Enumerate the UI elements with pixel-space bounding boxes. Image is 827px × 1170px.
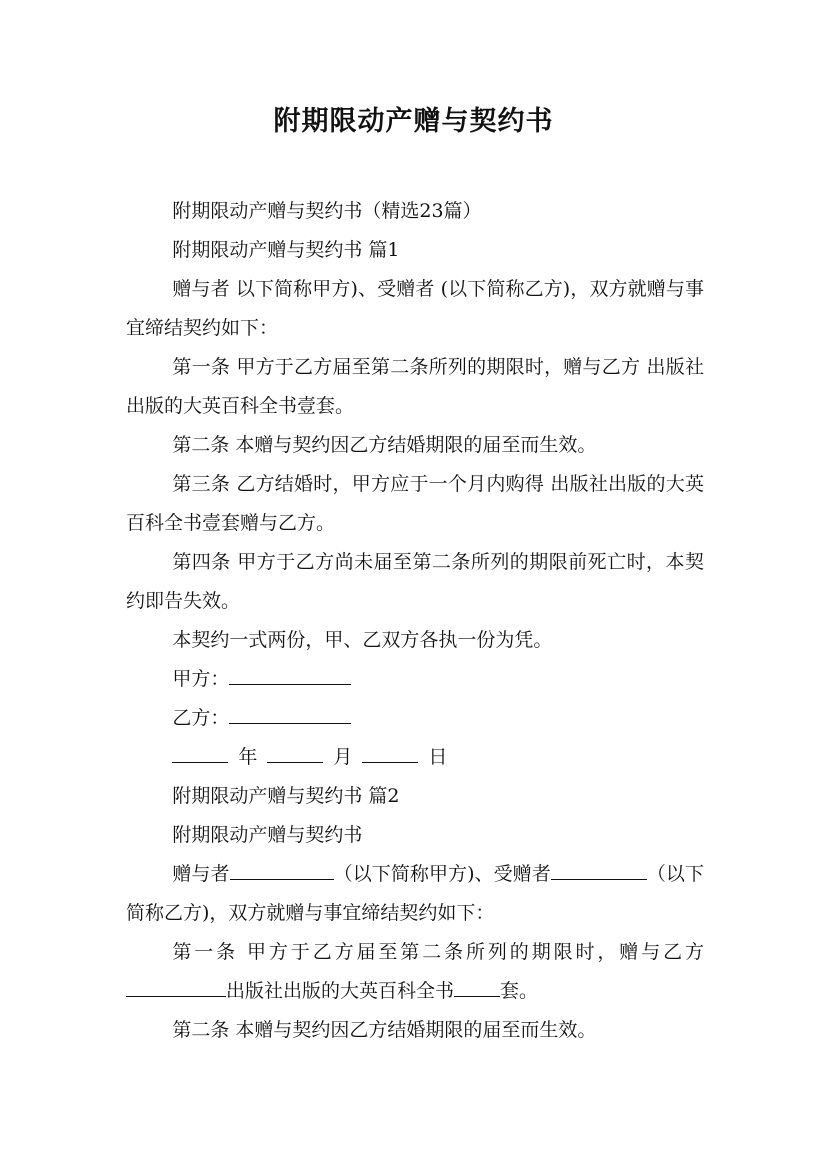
part1-paragraph-2: 第一条 甲方于乙方届至第二条所列的期限时，赠与乙方 出版社出版的大英百科全书壹套。	[126, 356, 704, 417]
donor-blank	[230, 859, 334, 880]
year-blank	[172, 742, 228, 763]
part1-paragraph-5: 第四条 甲方于乙方尚未届至第二条所列的期限前死亡时，本契约即告失效。	[126, 551, 704, 612]
day-blank	[362, 742, 418, 763]
part1-paragraph-3: 第二条 本赠与契约因乙方结婚期限的届至而生效。	[172, 434, 597, 456]
year-label: 年	[238, 746, 258, 768]
part2-paragraph-2-tail: 套。	[500, 980, 539, 1002]
part2-subtitle: 附期限动产赠与契约书	[172, 824, 363, 846]
part2-paragraph-2-mid: 出版社出版的大英百科全书	[226, 980, 455, 1002]
party-a-line	[126, 660, 704, 699]
part2-paragraph-2	[126, 933, 704, 1011]
count-blank	[454, 976, 500, 997]
month-label: 月	[333, 746, 353, 768]
document-body	[126, 192, 704, 1050]
part2-paragraph-3: 第二条 本赠与契约因乙方结婚期限的届至而生效。	[172, 1019, 597, 1041]
part2-paragraph-1-tail: （以下简称乙方)，双方就赠与事宜缔结契约如下：	[126, 863, 704, 924]
party-b-line	[126, 699, 704, 738]
part2-paragraph-1	[126, 855, 704, 933]
document-title: 附期限动产赠与契约书	[273, 106, 554, 137]
intro-line: 附期限动产赠与契约书（精选23篇）	[172, 200, 482, 222]
donor-label: 赠与者	[172, 863, 230, 885]
date-line	[126, 738, 704, 777]
party-b-label: 乙方：	[172, 707, 230, 729]
part1-paragraph-4: 第三条 乙方结婚时，甲方应于一个月内购得 出版社出版的大英百科全书壹套赠与乙方。	[126, 473, 704, 534]
party-b-blank	[229, 703, 351, 724]
day-label: 日	[428, 746, 448, 768]
part2-heading: 附期限动产赠与契约书 篇2	[172, 785, 400, 807]
donee-label: （以下简称甲方)、受赠者	[333, 863, 551, 885]
month-blank	[267, 742, 323, 763]
part1-paragraph-6: 本契约一式两份，甲、乙双方各执一份为凭。	[172, 629, 553, 651]
donee-blank	[551, 859, 647, 880]
part1-heading: 附期限动产赠与契约书 篇1	[172, 239, 400, 261]
party-a-label: 甲方：	[172, 668, 230, 690]
part2-paragraph-2-head: 第一条 甲方于乙方届至第二条所列的期限时，赠与乙方	[172, 941, 704, 963]
part1-paragraph-1: 赠与者 以下简称甲方)、受赠者 (以下简称乙方)，双方就赠与事宜缔结契约如下：	[126, 278, 704, 339]
publisher-blank	[126, 976, 226, 997]
party-a-blank	[229, 664, 351, 685]
